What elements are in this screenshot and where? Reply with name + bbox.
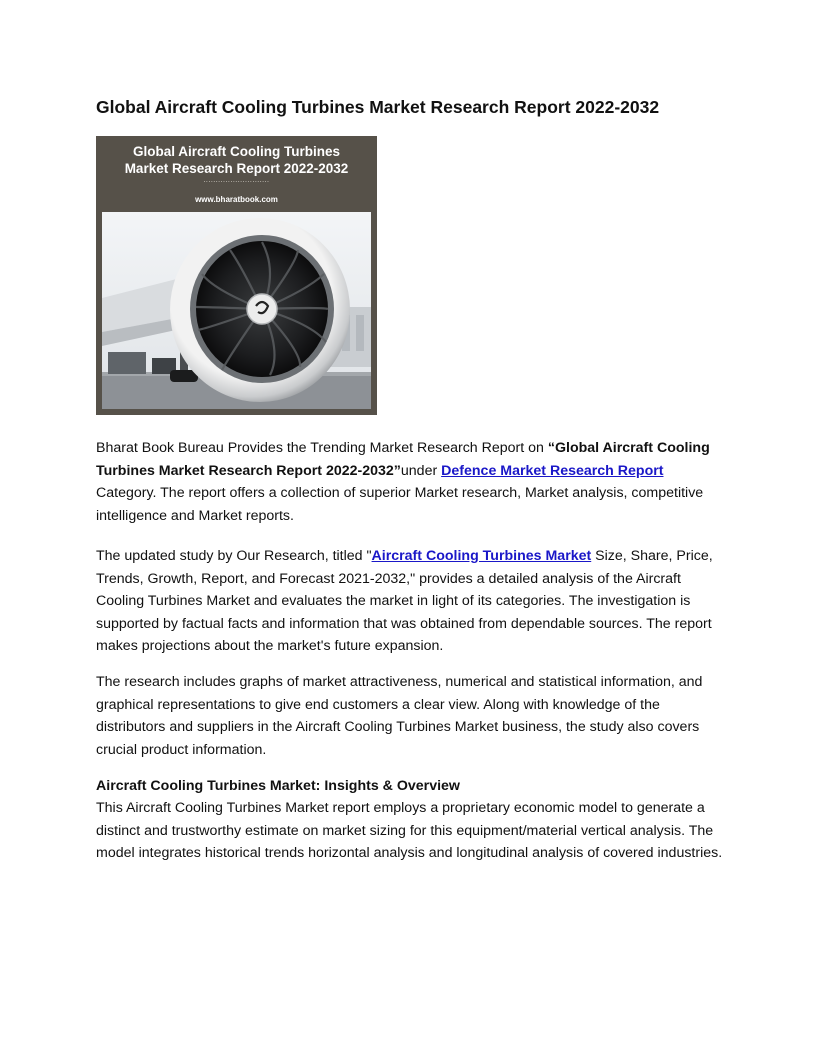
defence-report-link[interactable]: Defence Market Research Report	[441, 462, 664, 479]
insights-paragraph: This Aircraft Cooling Turbines Market report employs a proprietary economic model to generate a distinct and trustworthy estimate on market sizing for this equipment/material vertical analysis. The model integrates historical trends horizontal analysis and longitudinal analysis of covered industries.	[96, 800, 723, 862]
aircraft-cooling-market-link[interactable]: Aircraft Cooling Turbines Market	[371, 548, 592, 564]
cover-dots: ...........................	[203, 177, 270, 184]
document-title: Global Aircraft Cooling Turbines Market Research Report 2022-2032	[96, 97, 660, 117]
intro-text-2: under	[400, 462, 442, 479]
study-text-2: Size, Share, Price, Trends, Growth, Report, and Forecast 2021-2032," provides a detailed analysis of the Aircraft Cooling Turbines Market and evaluates the market in light of its categories. The investigation is supported by factual facts and information that was obtained from dependable sources. The report makes projections about the market's future expansion.	[96, 548, 713, 655]
study-text-1: The updated study by Our Research, titled "	[96, 548, 372, 564]
study-paragraph	[96, 545, 726, 658]
jet-engine-photo	[102, 212, 371, 409]
research-paragraph: The research includes graphs of market attractiveness, numerical and statistical information, and graphical representations to give end customers a clear view. Along with knowledge of the distributors and suppliers in the Aircraft Cooling Turbines Market business, the study also covers crucial product information.	[96, 674, 703, 758]
cover-title-line2: Market Research Report 2022-2032	[124, 161, 349, 176]
intro-paragraph	[96, 437, 726, 527]
cover-website: www.bharatbook.com	[195, 195, 278, 204]
insights-heading: Aircraft Cooling Turbines Market: Insights & Overview	[96, 778, 460, 794]
cover-title	[96, 143, 377, 177]
intro-text-1: Bharat Book Bureau Provides the Trending Market Research Report on	[96, 440, 548, 456]
report-cover-image	[96, 136, 377, 415]
intro-report-title: “Global Aircraft Cooling Turbines Market Research Report 2022-2032”	[96, 440, 710, 479]
intro-text-3: Category. The report offers a collection of superior Market research, Market analysis, competitive intelligence and Market reports.	[96, 485, 704, 524]
cover-title-line1: Global Aircraft Cooling Turbines	[132, 144, 340, 159]
